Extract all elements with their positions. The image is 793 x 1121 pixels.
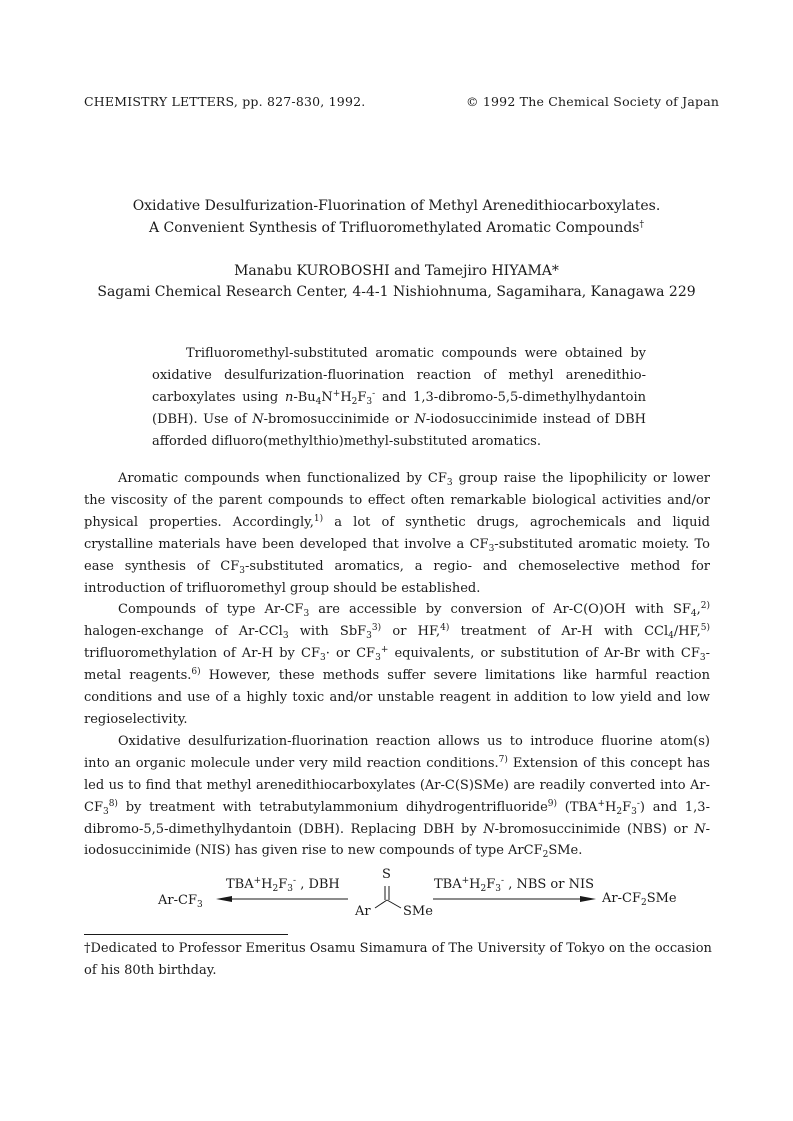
scheme-center-ar: Ar: [355, 904, 371, 919]
body-paragraph-1: Aromatic compounds when functionalized by $CF_3$ group raise the lipophilicity or lower the viscosity of the parent compounds to effect often remarkable biological activities and/or physical properties. Accordingly,$^{1)}$ a lot of synthetic drugs, agrochemicals and liquid crystalline materials have been developed that involve a $CF_3$-substituted aromatic moiety. To ease synthesis of $CF_3$-substituted aromatics, a regio- and chemoselective method for introduction of trifluoromethyl group should be established.: [84, 471, 711, 596]
abstract: Trifluoromethyl-substituted aromatic compounds were obtained by oxidative desulfurization-fluorination reaction of methyl arenedithiocarboxylates using $n-Bu_4N^+H_2F_3^-$ and 1,3-dibromo-5,5-dimethylhydantoin (DBH). Use of N-bromosuccinimide or N-iodosuccinimide instead of DBH afforded difluoro(methylthio)methyl-substituted aromatics.: [152, 346, 647, 449]
footnote-line1: †Dedicated to Professor Emeritus Osamu Simamura of The University of Tokyo on the occasion: [84, 941, 712, 956]
body-paragraph-2: Compounds of type $Ar-CF_3$ are accessible by conversion of Ar-C(O)OH with $SF_4,^{2)}$ halogen-exchange of Ar-CCl$_3$ with SbF$_3^{3)}$ or HF,$^{4)}$ treatment of Ar-H with CCl$_4$/HF,$^{5)}$ trifluoromethylation of Ar-H by $CF_3\cdot$ or $CF_3^+$ equivalents, or substitution of Ar-Br with $CF_3$-metal reagents.$^{6)}$ However, these methods suffer severe limitations like harmful reaction conditions and use of a highly toxic and/or unstable reagent in addition to low yield and low regioselectivity.: [84, 601, 711, 727]
paper-title-line2: A Convenient Synthesis of Trifluoromethylated Aromatic Compounds†: [149, 220, 644, 236]
scheme-left-product-display: $Ar-CF_3$: [158, 893, 203, 910]
footnote-rule: [84, 934, 288, 935]
scheme-right-product-display: $Ar-CF_2SMe$: [602, 891, 677, 908]
journal-citation: CHEMISTRY LETTERS, pp. 827-830, 1992.: [84, 94, 366, 109]
paper-title-line1: Oxidative Desulfurization-Fluorination of Methyl Arenedithiocarboxylates.: [132, 198, 661, 214]
copyright-notice: © 1992 The Chemical Society of Japan: [466, 94, 720, 109]
body-paragraph-3: Oxidative desulfurization-fluorination reaction allows us to introduce fluorine atom(s) into an organic molecule under very mild reaction conditions.$^{7)}$ Extension of this concept has led us to find that methyl arenedithiocarboxylates (Ar-C(S)SMe) are readily converted into $Ar-CF_3^{8)}$ by treatment with tetrabutylammonium dihydrogentrifluoride$^{9)}$ $(TBA^+H_2F_3^-)$ and 1,3-dibromo-5,5-dimethylhydantoin (DBH). Replacing DBH by N-bromosuccinimide (NBS) or N-iodosuccinimide (NIS) has given rise to new compounds of type ArCF$_2$SMe.: [84, 733, 710, 861]
body-text: [84, 468, 710, 862]
scheme-center-s: S: [382, 867, 391, 882]
affiliation: Sagami Chemical Research Center, 4-4-1 Nishiohnuma, Sagamihara, Kanagawa 229: [97, 284, 696, 300]
authors: Manabu KUROBOSHI and Tamejiro HIYAMA*: [234, 263, 559, 279]
scheme-center-sme: SMe: [403, 904, 433, 919]
scheme-left-reagent-display: $TBA^+H_2F_3^-$ , DBH: [226, 876, 340, 894]
scheme-right-reagent-display: $TBA^+H_2F_3^-$ , NBS or NIS: [434, 876, 595, 894]
footnote-line2: of his 80th birthday.: [84, 963, 217, 978]
reaction-scheme: [0, 860, 793, 930]
